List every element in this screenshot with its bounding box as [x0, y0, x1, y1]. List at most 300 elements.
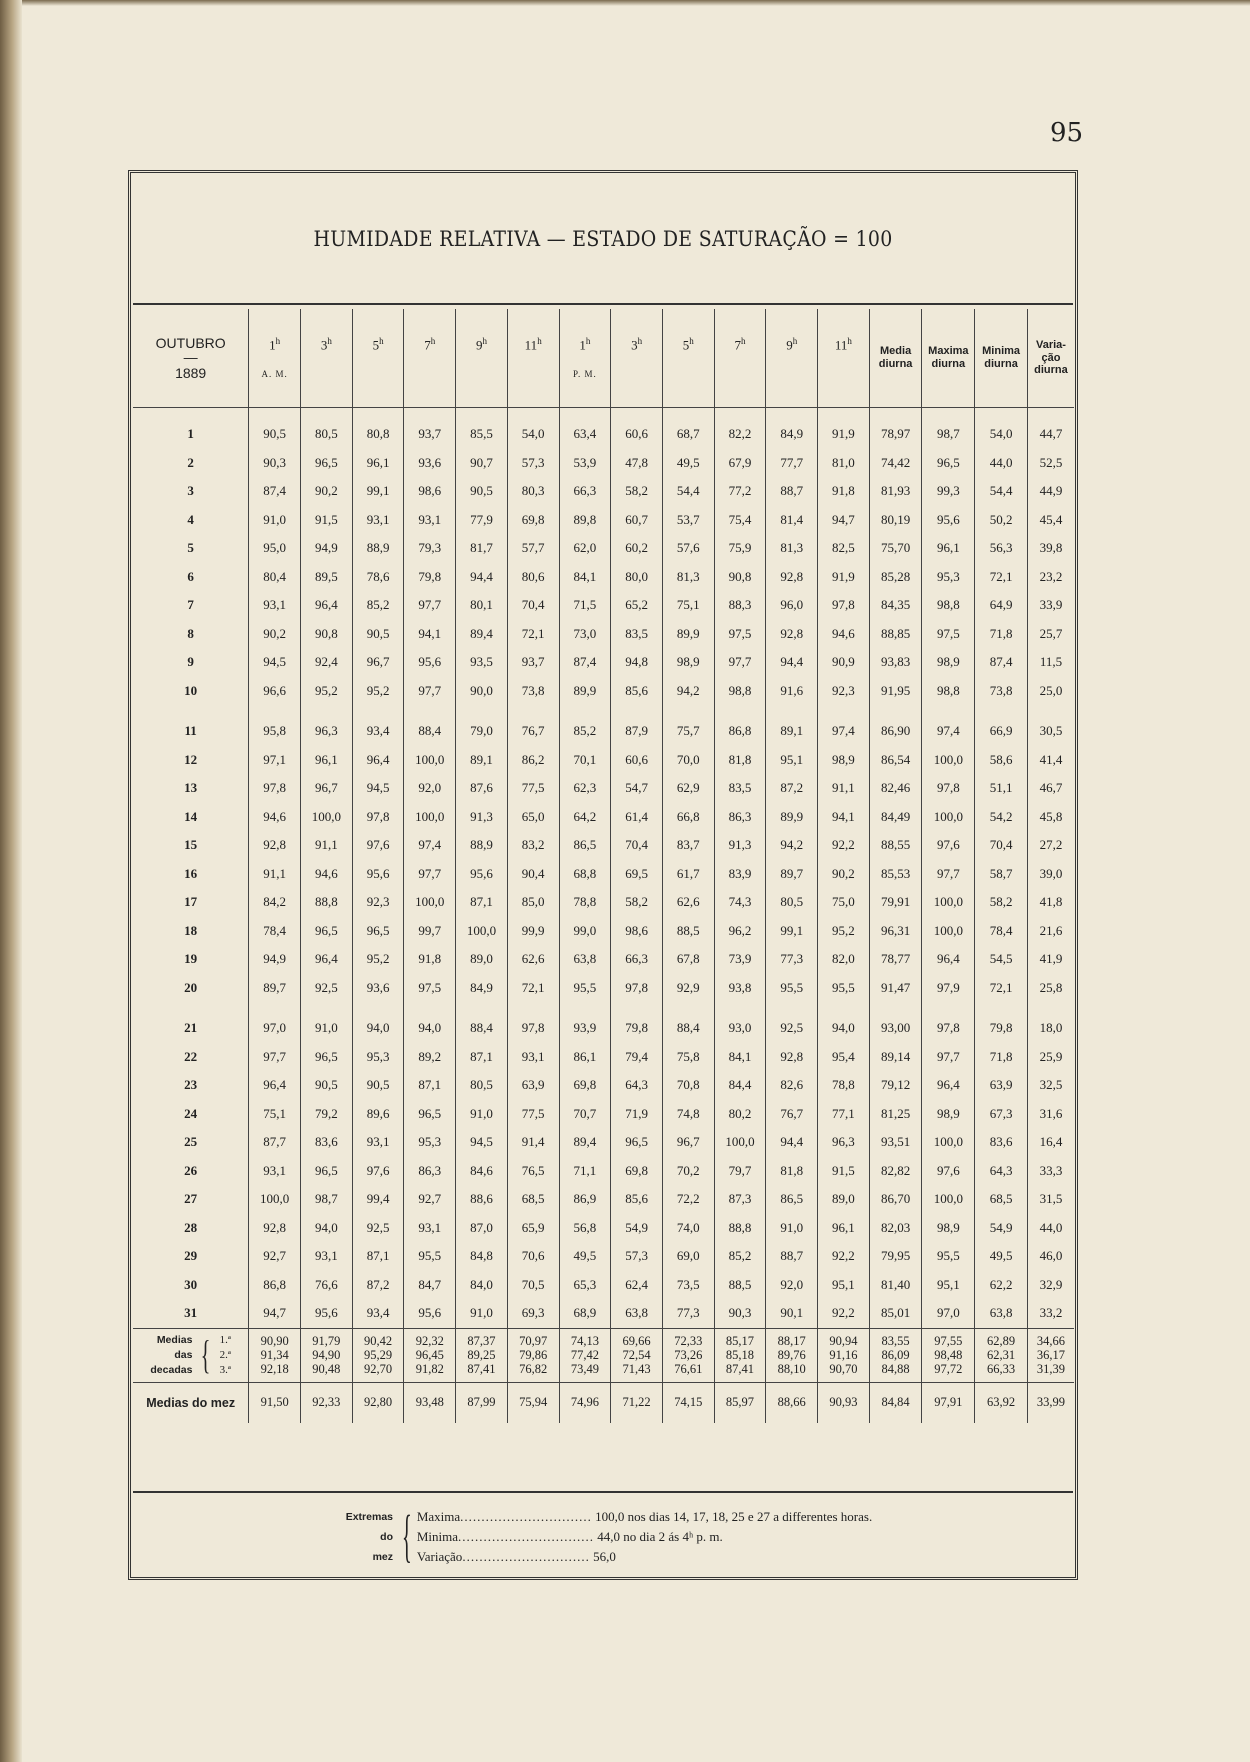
table-cell: 97,4 [818, 717, 870, 746]
decade-mean-value: 87,37 [467, 1334, 496, 1348]
hour-header-7 [559, 309, 611, 408]
table-cell: 95,6 [301, 1299, 353, 1328]
table-cell: 95,5 [559, 974, 611, 1003]
table-cell: 81,25 [869, 1100, 922, 1129]
table-cell: 93,1 [507, 1043, 559, 1072]
table-cell: 99,1 [766, 917, 818, 946]
table-cell: 54,5 [975, 945, 1028, 974]
table-row [133, 945, 1074, 974]
table-cell: 54,7 [611, 774, 663, 803]
table-cell: 33,9 [1027, 591, 1074, 620]
table-cell: 92,3 [352, 888, 404, 917]
day-number: 21 [184, 1020, 198, 1036]
table-cell: 25,8 [1027, 974, 1074, 1003]
table-row [133, 917, 1074, 946]
table-cell: 85,6 [611, 677, 663, 706]
month-mean-value: 74,15 [662, 1382, 714, 1423]
decade-mean-value: 73,49 [570, 1362, 599, 1376]
table-cell: 80,3 [507, 477, 559, 506]
table-cell: 86,8 [714, 717, 766, 746]
table-cell: 44,7 [1027, 420, 1074, 449]
hour-number: 5 [372, 337, 380, 353]
table-cell: 25,9 [1027, 1043, 1074, 1072]
decade-mean-value: 95,29 [364, 1348, 393, 1362]
table-cell: 63,9 [507, 1071, 559, 1100]
day-number: 8 [187, 625, 194, 641]
hour-header-10 [714, 309, 766, 408]
table-row [133, 591, 1074, 620]
table-cell: 62,0 [559, 534, 611, 563]
table-cell: 87,1 [352, 1242, 404, 1271]
table-cell: 86,70 [869, 1185, 922, 1214]
table-cell: 90,0 [456, 677, 508, 706]
table-cell: 94,5 [456, 1128, 508, 1157]
table-cell: 98,6 [611, 917, 663, 946]
table-cell: 62,2 [975, 1271, 1028, 1300]
table-cell: 53,7 [662, 506, 714, 535]
table-cell: 72,1 [975, 974, 1028, 1003]
medias-decadas-cell [611, 1328, 663, 1382]
table-cell: 21,6 [1027, 917, 1074, 946]
table-cell: 95,2 [818, 917, 870, 946]
table-cell: 89,0 [818, 1185, 870, 1214]
day-number: 19 [184, 951, 198, 967]
table-cell: 98,8 [714, 677, 766, 706]
table-cell: 96,5 [301, 1157, 353, 1186]
month-mean-value: 92,33 [301, 1382, 353, 1423]
table-cell: 98,9 [922, 1214, 975, 1243]
medias-decadas-cell [975, 1328, 1028, 1382]
table-cell: 91,3 [714, 831, 766, 860]
decade-mean-value: 91,82 [415, 1362, 444, 1376]
table-cell: 85,2 [352, 591, 404, 620]
table-cell: 97,5 [404, 974, 456, 1003]
table-cell: 96,5 [301, 449, 353, 478]
table-cell: 90,5 [352, 1071, 404, 1100]
table-cell: 68,7 [662, 420, 714, 449]
table-row [133, 449, 1074, 478]
table-cell: 97,9 [922, 974, 975, 1003]
month-header [133, 309, 249, 408]
table-cell: 64,3 [975, 1157, 1028, 1186]
hour-suffix: h [637, 335, 643, 346]
table-cell: 89,9 [662, 620, 714, 649]
medias-word: decadas [150, 1363, 193, 1376]
table-cell: 94,6 [301, 860, 353, 889]
table-row [133, 1299, 1074, 1328]
hour-number: 3 [631, 337, 638, 353]
medias-decadas-cell [249, 1328, 301, 1382]
decade-mean-value: 74,13 [570, 1334, 599, 1348]
decade-gap [133, 1002, 1074, 1014]
extremas-word-1: Extremas [345, 1511, 393, 1523]
table-cell: 73,0 [559, 620, 611, 649]
title-box [133, 175, 1073, 305]
table-row [133, 477, 1074, 506]
table-cell: 57,7 [507, 534, 559, 563]
table-cell: 78,8 [818, 1071, 870, 1100]
day-number: 28 [184, 1219, 198, 1235]
month-mean-value: 93,48 [404, 1382, 456, 1423]
day-number: 25 [184, 1134, 198, 1150]
table-cell: 94,4 [456, 563, 508, 592]
table-cell: 95,6 [456, 860, 508, 889]
table-cell: 95,3 [352, 1043, 404, 1072]
table-cell: 41,9 [1027, 945, 1074, 974]
table-cell: 78,4 [975, 917, 1028, 946]
table-cell: 72,1 [507, 620, 559, 649]
table-cell: 54,0 [507, 420, 559, 449]
table-cell: 94,9 [301, 534, 353, 563]
table-cell: 88,8 [301, 888, 353, 917]
table-cell: 95,6 [352, 860, 404, 889]
table-cell: 95,3 [404, 1128, 456, 1157]
decade-mean-value: 36,17 [1036, 1348, 1066, 1362]
table-cell: 94,4 [766, 1128, 818, 1157]
table-cell: 79,8 [404, 563, 456, 592]
decade-mean-value: 87,41 [725, 1362, 755, 1376]
table-cell: 78,8 [559, 888, 611, 917]
table-cell: 99,1 [352, 477, 404, 506]
table-cell: 89,14 [869, 1043, 922, 1072]
day-number: 11 [184, 723, 197, 739]
table-cell: 91,1 [301, 831, 353, 860]
table-cell: 75,1 [249, 1100, 301, 1129]
table-cell: 92,5 [766, 1014, 818, 1043]
table-cell: 85,53 [869, 860, 922, 889]
table-cell: 63,4 [559, 420, 611, 449]
table-row [133, 831, 1074, 860]
table-cell: 86,54 [869, 746, 922, 775]
table-cell: 92,0 [766, 1271, 818, 1300]
hour-header-9 [662, 309, 714, 408]
table-cell: 64,9 [975, 591, 1028, 620]
table-cell: 60,2 [611, 534, 663, 563]
hour-header-12 [818, 309, 870, 408]
decade-mean-value: 66,33 [987, 1362, 1016, 1376]
decade-mean-value: 79,86 [519, 1348, 548, 1362]
table-body [133, 408, 1074, 1423]
table-cell: 92,8 [766, 1043, 818, 1072]
table-cell: 86,3 [404, 1157, 456, 1186]
table-cell: 80,8 [352, 420, 404, 449]
table-cell: 95,3 [922, 563, 975, 592]
decade-mean-value: 90,70 [829, 1362, 858, 1376]
table-cell: 98,9 [922, 648, 975, 677]
table-cell: 89,6 [352, 1100, 404, 1129]
table-cell: 32,5 [1027, 1071, 1074, 1100]
table-cell: 62,9 [662, 774, 714, 803]
table-cell: 23,2 [1027, 563, 1074, 592]
hour-suffix: h [327, 335, 332, 346]
table-cell: 91,9 [818, 563, 870, 592]
table-cell: 87,2 [352, 1271, 404, 1300]
table-cell: 54,9 [611, 1214, 663, 1243]
table-cell: 91,4 [507, 1128, 559, 1157]
table-cell: 89,7 [249, 974, 301, 1003]
table-cell: 96,5 [301, 917, 353, 946]
table-cell: 95,5 [922, 1242, 975, 1271]
table-cell: 45,8 [1027, 803, 1074, 832]
minima-header-label: Minima diurna [982, 345, 1021, 370]
table-cell: 58,2 [611, 888, 663, 917]
hour-suffix: h [740, 335, 746, 346]
table-cell: 98,8 [922, 591, 975, 620]
table-cell: 99,0 [559, 917, 611, 946]
table-cell: 94,0 [404, 1014, 456, 1043]
table-cell: 88,55 [869, 831, 922, 860]
table-cell: 77,3 [662, 1299, 714, 1328]
table-cell: 97,7 [404, 591, 456, 620]
table-cell: 57,3 [611, 1242, 663, 1271]
table-cell: 63,8 [975, 1299, 1028, 1328]
table-cell: 93,6 [352, 974, 404, 1003]
table-cell: 91,0 [766, 1214, 818, 1243]
medias-decadas-cell [869, 1328, 922, 1382]
table-row [133, 1214, 1074, 1243]
decade-mean-value: 34,66 [1036, 1334, 1066, 1348]
table-cell: 93,1 [352, 506, 404, 535]
table-cell: 77,1 [818, 1100, 870, 1129]
table-row [133, 420, 1074, 449]
table-cell: 97,5 [714, 620, 766, 649]
decade-mean-value: 91,79 [312, 1334, 341, 1348]
table-cell: 89,8 [559, 506, 611, 535]
table-cell: 52,5 [1027, 449, 1074, 478]
table-cell: 91,5 [301, 506, 353, 535]
table-cell: 95,5 [766, 974, 818, 1003]
table-cell: 99,7 [404, 917, 456, 946]
table-cell: 97,7 [404, 677, 456, 706]
table-cell: 90,5 [249, 420, 301, 449]
table-cell: 70,2 [662, 1157, 714, 1186]
table-cell: 95,6 [404, 648, 456, 677]
table-cell: 97,7 [249, 1043, 301, 1072]
day-number: 17 [184, 894, 198, 910]
table-cell: 33,3 [1027, 1157, 1074, 1186]
table-cell: 93,1 [249, 591, 301, 620]
table-cell: 58,2 [611, 477, 663, 506]
decade-mean-value: 72,33 [674, 1334, 703, 1348]
table-cell: 90,5 [301, 1071, 353, 1100]
table-cell: 95,2 [301, 677, 353, 706]
table-cell: 75,7 [662, 717, 714, 746]
decade-mean-value: 87,41 [467, 1362, 496, 1376]
maxima-header [922, 309, 975, 408]
table-cell: 84,1 [559, 563, 611, 592]
table-cell: 95,4 [818, 1043, 870, 1072]
leader-dots: .............................. [462, 1549, 590, 1564]
medias-mes-label: Medias do mez [133, 1382, 249, 1423]
extremas-line [417, 1527, 872, 1547]
leader-dots: ................................ [458, 1529, 595, 1544]
table-frame [128, 170, 1078, 1580]
table-cell: 94,9 [249, 945, 301, 974]
decade-mean-value: 85,17 [725, 1334, 755, 1348]
table-cell: 97,8 [922, 774, 975, 803]
day-number: 1 [187, 426, 194, 442]
table-cell: 25,0 [1027, 677, 1074, 706]
table-cell: 91,0 [249, 506, 301, 535]
table-cell: 95,6 [404, 1299, 456, 1328]
table-cell: 92,2 [818, 1242, 870, 1271]
table-row [133, 1271, 1074, 1300]
table-cell: 94,4 [766, 648, 818, 677]
table-cell: 88,5 [714, 1271, 766, 1300]
table-cell: 76,5 [507, 1157, 559, 1186]
hour-suffix: h [537, 335, 542, 346]
table-cell: 94,1 [404, 620, 456, 649]
table-cell: 93,4 [352, 1299, 404, 1328]
table-cell: 81,7 [456, 534, 508, 563]
table-cell: 82,5 [818, 534, 870, 563]
table-cell: 49,5 [975, 1242, 1028, 1271]
table-cell: 87,0 [456, 1214, 508, 1243]
table-cell: 95,5 [404, 1242, 456, 1271]
table-cell: 84,35 [869, 591, 922, 620]
table-cell: 82,82 [869, 1157, 922, 1186]
table-cell: 83,6 [975, 1128, 1028, 1157]
day-number: 20 [184, 979, 198, 995]
hour-suffix: h [585, 335, 591, 346]
decade-mean-value: 98,48 [934, 1348, 963, 1362]
table-cell: 94,0 [301, 1214, 353, 1243]
table-cell: 44,0 [1027, 1214, 1074, 1243]
table-cell: 82,6 [766, 1071, 818, 1100]
table-cell: 65,0 [507, 803, 559, 832]
table-cell: 88,7 [766, 1242, 818, 1271]
table-cell: 84,7 [404, 1271, 456, 1300]
table-cell: 85,2 [714, 1242, 766, 1271]
table-cell: 83,5 [611, 620, 663, 649]
table-cell: 71,8 [975, 1043, 1028, 1072]
table-title: HUMIDADE RELATIVA — ESTADO DE SATURAÇÃO = 100 [313, 227, 893, 251]
table-cell: 56,8 [559, 1214, 611, 1243]
table-row [133, 1157, 1074, 1186]
table-cell: 87,1 [404, 1071, 456, 1100]
medias-decadas-cell [507, 1328, 559, 1382]
table-cell: 68,8 [559, 860, 611, 889]
day-number: 2 [187, 454, 194, 470]
table-cell: 91,1 [818, 774, 870, 803]
table-cell: 88,8 [714, 1214, 766, 1243]
table-cell: 95,0 [249, 534, 301, 563]
medias-decadas-cell [352, 1328, 404, 1382]
table-row [133, 860, 1074, 889]
table-cell: 72,2 [662, 1185, 714, 1214]
month-mean-value: 92,80 [352, 1382, 404, 1423]
table-cell: 93,51 [869, 1128, 922, 1157]
hour-number: 7 [734, 337, 741, 353]
extremas-word-3: mez [372, 1551, 393, 1563]
table-cell: 100,0 [301, 803, 353, 832]
table-row [133, 717, 1074, 746]
table-cell: 70,8 [662, 1071, 714, 1100]
table-cell: 39,8 [1027, 534, 1074, 563]
table-cell: 69,8 [611, 1157, 663, 1186]
decade-mean-value: 86,09 [881, 1348, 910, 1362]
table-cell: 84,49 [869, 803, 922, 832]
decade-mean-value: 91,16 [829, 1348, 858, 1362]
table-cell: 97,8 [249, 774, 301, 803]
extremas-label [283, 1507, 399, 1567]
hour-number: 5 [682, 337, 690, 353]
table-cell: 93,0 [714, 1014, 766, 1043]
table-cell: 97,7 [714, 648, 766, 677]
hour-number: 7 [424, 337, 431, 353]
extremas-line [417, 1547, 872, 1567]
table-cell: 96,7 [662, 1128, 714, 1157]
table-cell: 81,3 [766, 534, 818, 563]
table-cell: 72,1 [507, 974, 559, 1003]
decade-mean-value: 70,97 [519, 1334, 548, 1348]
table-row [133, 648, 1074, 677]
table-cell: 89,0 [456, 945, 508, 974]
table-cell: 62,6 [507, 945, 559, 974]
decade-mean-value: 62,89 [987, 1334, 1016, 1348]
table-cell: 88,4 [456, 1014, 508, 1043]
decade-mean-value: 73,26 [674, 1348, 703, 1362]
table-cell: 58,7 [975, 860, 1028, 889]
table-cell: 93,1 [352, 1128, 404, 1157]
decade-mean-value: 90,48 [312, 1362, 341, 1376]
table-cell: 85,2 [559, 717, 611, 746]
day-number: 10 [184, 682, 198, 698]
day-number: 23 [184, 1077, 198, 1093]
table-cell: 91,0 [456, 1299, 508, 1328]
hour-number: 11 [524, 337, 538, 353]
table-cell: 94,2 [662, 677, 714, 706]
table-row [133, 1128, 1074, 1157]
table-cell: 79,91 [869, 888, 922, 917]
decade-mean-value: 92,32 [415, 1334, 444, 1348]
medias-word: Medias [156, 1333, 193, 1346]
table-cell: 49,5 [662, 449, 714, 478]
table-cell: 82,2 [714, 420, 766, 449]
decade-mean-value: 89,25 [467, 1348, 496, 1362]
table-cell: 80,2 [714, 1100, 766, 1129]
table-cell: 93,1 [404, 506, 456, 535]
table-cell: 87,6 [456, 774, 508, 803]
table-cell: 56,3 [975, 534, 1028, 563]
day-number: 6 [187, 568, 194, 584]
table-cell: 69,5 [611, 860, 663, 889]
hour-number: 9 [475, 337, 483, 353]
table-cell: 89,2 [404, 1043, 456, 1072]
table-cell: 94,1 [818, 803, 870, 832]
table-cell: 92,5 [301, 974, 353, 1003]
pm-label: P. M. [573, 369, 597, 380]
table-cell: 83,5 [714, 774, 766, 803]
table-cell: 93,83 [869, 648, 922, 677]
table-cell: 94,0 [352, 1014, 404, 1043]
table-cell: 84,1 [714, 1043, 766, 1072]
month-mean-value: 75,94 [507, 1382, 559, 1423]
table-cell: 44,9 [1027, 477, 1074, 506]
minima-header [975, 309, 1028, 408]
table-cell: 77,7 [766, 449, 818, 478]
hour-header-2 [301, 309, 353, 408]
table-cell: 97,6 [922, 831, 975, 860]
table-cell: 90,2 [249, 620, 301, 649]
table-cell: 96,31 [869, 917, 922, 946]
maxima-header-label: Maxima diurna [928, 345, 969, 370]
table-cell: 98,6 [404, 477, 456, 506]
table-cell: 88,3 [714, 591, 766, 620]
table-cell: 79,3 [404, 534, 456, 563]
table-cell: 93,1 [404, 1214, 456, 1243]
table-row [133, 506, 1074, 535]
